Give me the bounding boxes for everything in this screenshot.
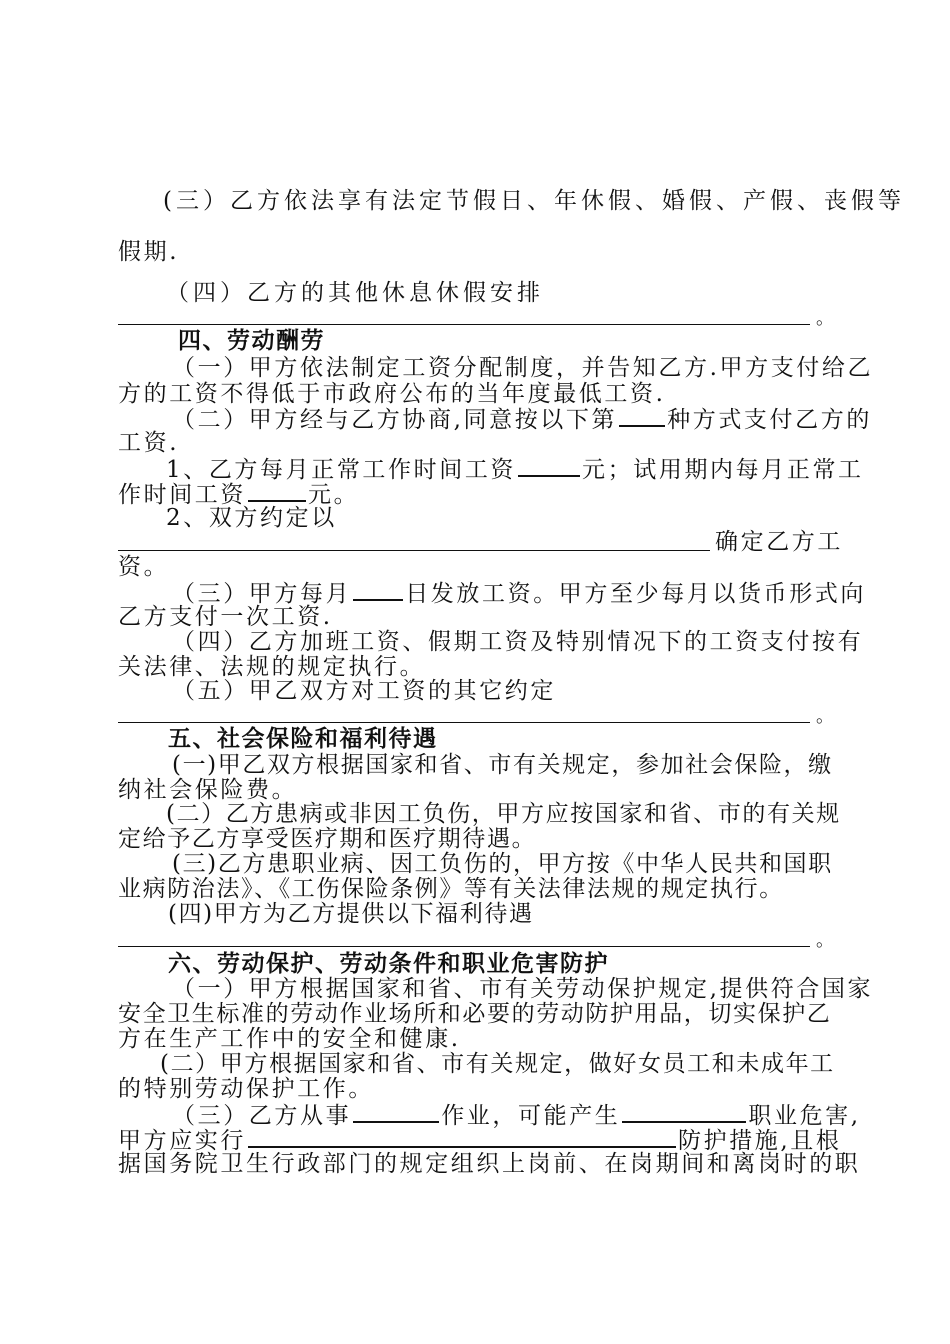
- clause-4-1-line-1: （一）甲方依法制定工资分配制度，并告知乙方.甲方支付给乙: [172, 355, 874, 381]
- clause-5-1-line-1: (一)甲乙双方根据国家和省、市有关规定，参加社会保险，缴: [172, 752, 833, 778]
- clause-6-3-text-b: 作业，可能产生: [441, 1103, 621, 1129]
- clause-5-2-line-1: (二）乙方患病或非因工负伤，甲方应按国家和省、市的有关规: [166, 801, 841, 827]
- clause-6-3-line-2: [118, 1128, 842, 1153]
- fill-blank-line: [118, 946, 810, 947]
- item-1-text-c: 作时间工资: [118, 482, 246, 508]
- clause-4-3-text-b: 日发放工资。甲方至少每月以货币形式向: [405, 581, 867, 607]
- blank-pay-day[interactable]: [353, 581, 403, 601]
- blank-monthly-wage[interactable]: [518, 457, 580, 477]
- clause-6-3-text-c: 职业危害,: [748, 1103, 861, 1129]
- end-mark: 。: [816, 930, 834, 951]
- blank-work-type[interactable]: [353, 1103, 439, 1123]
- clause-5-4: (四)甲方为乙方提供以下福利待遇: [168, 901, 534, 927]
- item-2-line-3: 资。: [118, 554, 170, 580]
- item-2-line-1: 2、双方约定以: [166, 505, 337, 531]
- clause-6-1-line-1: （一）甲方根据国家和省、市有关劳动保护规定,提供符合国家: [172, 976, 874, 1002]
- item-1-line-2: [118, 482, 359, 507]
- blank-method-number[interactable]: [619, 407, 665, 427]
- end-mark: 。: [816, 308, 834, 329]
- clause-4-4-line-2: 关法律、法规的规定执行。: [118, 654, 426, 680]
- clause-3-4: （四）乙方的其他休息休假安排: [166, 280, 544, 306]
- clause-6-3-text-a: （三）乙方从事: [172, 1103, 352, 1129]
- clause-4-3-text-a: （三）甲方每月: [172, 581, 352, 607]
- fill-blank-line: [118, 324, 810, 325]
- item-1-text-a: 1、乙方每月正常工作时间工资: [166, 457, 517, 483]
- clause-4-3-line-1: [172, 581, 866, 606]
- clause-3-3-line-1: (三）乙方依法享有法定节假日、年休假、婚假、产假、丧假等: [163, 188, 905, 214]
- clause-6-2-line-2: 的特别劳动保护工作。: [118, 1076, 374, 1102]
- clause-3-3-line-2: 假期.: [118, 239, 180, 265]
- clause-5-3-line-2: 业病防治法》、《工伤保险条例》等有关法律法规的规定执行。: [118, 876, 784, 902]
- section-5-heading: 五、社会保险和福利待遇: [168, 726, 438, 752]
- clause-5-1-line-2: 纳社会保险费。: [118, 777, 298, 803]
- clause-6-2-line-1: (二）甲方根据国家和省、市有关规定，做好女员工和未成年工: [160, 1051, 835, 1077]
- clause-4-2-text-b: 种方式支付乙方的: [667, 407, 872, 433]
- clause-6-1-line-2: 安全卫生标准的劳动作业场所和必要的劳动防护用品，切实保护乙: [118, 1001, 832, 1027]
- end-mark: 。: [816, 706, 834, 727]
- fill-blank-line: [118, 722, 810, 723]
- blank-wage-method: [118, 550, 710, 551]
- section-4-heading: 四、劳动酬劳: [178, 328, 325, 354]
- clause-5-2-line-2: 定给予乙方享受医疗期和医疗期待遇。: [118, 826, 537, 852]
- blank-probation-wage[interactable]: [248, 482, 306, 502]
- clause-4-2-line-1: [172, 407, 872, 432]
- clause-6-3-line-3: 据国务院卫生行政部门的规定组织上岗前、在岗期间和离岗时的职: [118, 1151, 861, 1177]
- clause-4-4-line-1: （四）乙方加班工资、假期工资及特别情况下的工资支付按有: [172, 629, 864, 655]
- clause-6-3-text-d: 甲方应实行: [118, 1128, 246, 1154]
- clause-4-2-line-2: 工资.: [118, 430, 180, 456]
- blank-hazard-type[interactable]: [622, 1103, 746, 1123]
- clause-6-3-text-e: 防护措施,且根: [678, 1128, 842, 1154]
- clause-6-1-line-3: 方在生产工作中的安全和健康.: [118, 1026, 461, 1052]
- section-6-heading: 六、劳动保护、劳动条件和职业危害防护: [168, 951, 609, 977]
- clause-5-3-line-1: (三)乙方患职业病、因工负伤的，甲方按《中华人民共和国职: [172, 851, 833, 877]
- item-1-line-1: [166, 457, 864, 482]
- clause-4-2-text-a: （二）甲方经与乙方协商,同意按以下第: [172, 407, 618, 433]
- blank-protection-measures[interactable]: [248, 1128, 676, 1148]
- item-2-line-2-end: 确定乙方工: [715, 529, 843, 555]
- item-1-text-d: 元。: [308, 482, 360, 508]
- item-1-text-b: 元；试用期内每月正常工: [582, 457, 864, 483]
- clause-4-3-line-2: 乙方支付一次工资.: [118, 604, 333, 630]
- clause-6-3-line-1: [172, 1103, 861, 1128]
- clause-4-5: （五）甲乙双方对工资的其它约定: [172, 678, 556, 704]
- clause-4-1-line-2: 方的工资不得低于市政府公布的当年度最低工资.: [118, 381, 666, 407]
